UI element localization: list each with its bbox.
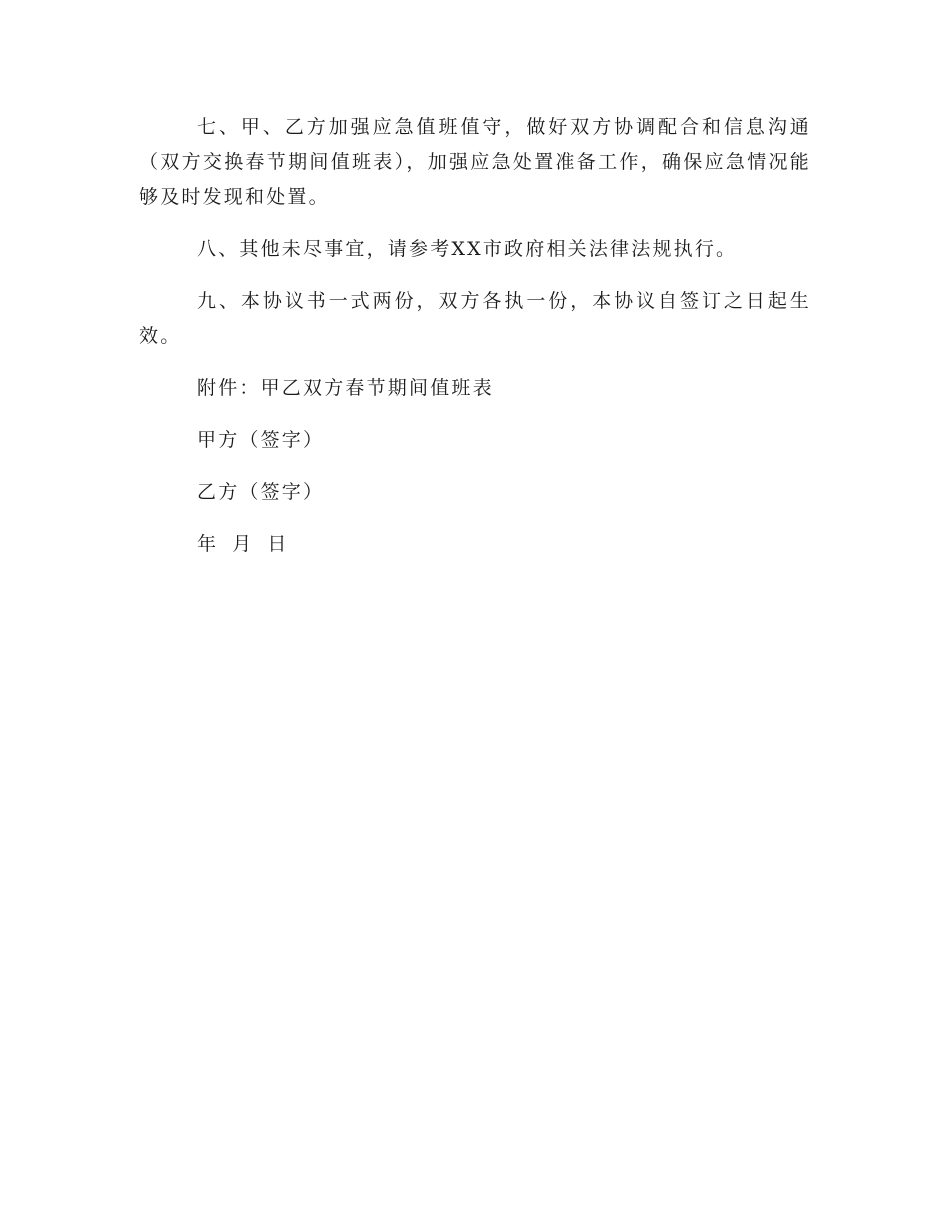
- date-line: [139, 527, 811, 562]
- clause-eight-paragraph: 八、其他未尽事宜，请参考XX市政府相关法律法规执行。: [197, 238, 738, 260]
- attachment-line: 附件：甲乙双方春节期间值班表: [197, 377, 494, 399]
- date-month-label: 月: [232, 533, 254, 555]
- clause-seven-paragraph: 七、甲、乙方加强应急值班值守，做好双方协调配合和信息沟通（双方交换春节期间值班表），加强应急处置准备工作，确保应急情况能够及时发现和处置。: [139, 116, 811, 208]
- party-b-signature-line: 乙方（签字）: [197, 481, 325, 503]
- party-a-signature-line: 甲方（签字）: [197, 429, 325, 451]
- clause-nine-paragraph: 九、本协议书一式两份，双方各执一份，本协议自签订之日起生效。: [139, 290, 811, 347]
- document-body: [139, 110, 811, 579]
- date-day-label: 日: [267, 533, 289, 555]
- date-year-label: 年: [197, 533, 219, 555]
